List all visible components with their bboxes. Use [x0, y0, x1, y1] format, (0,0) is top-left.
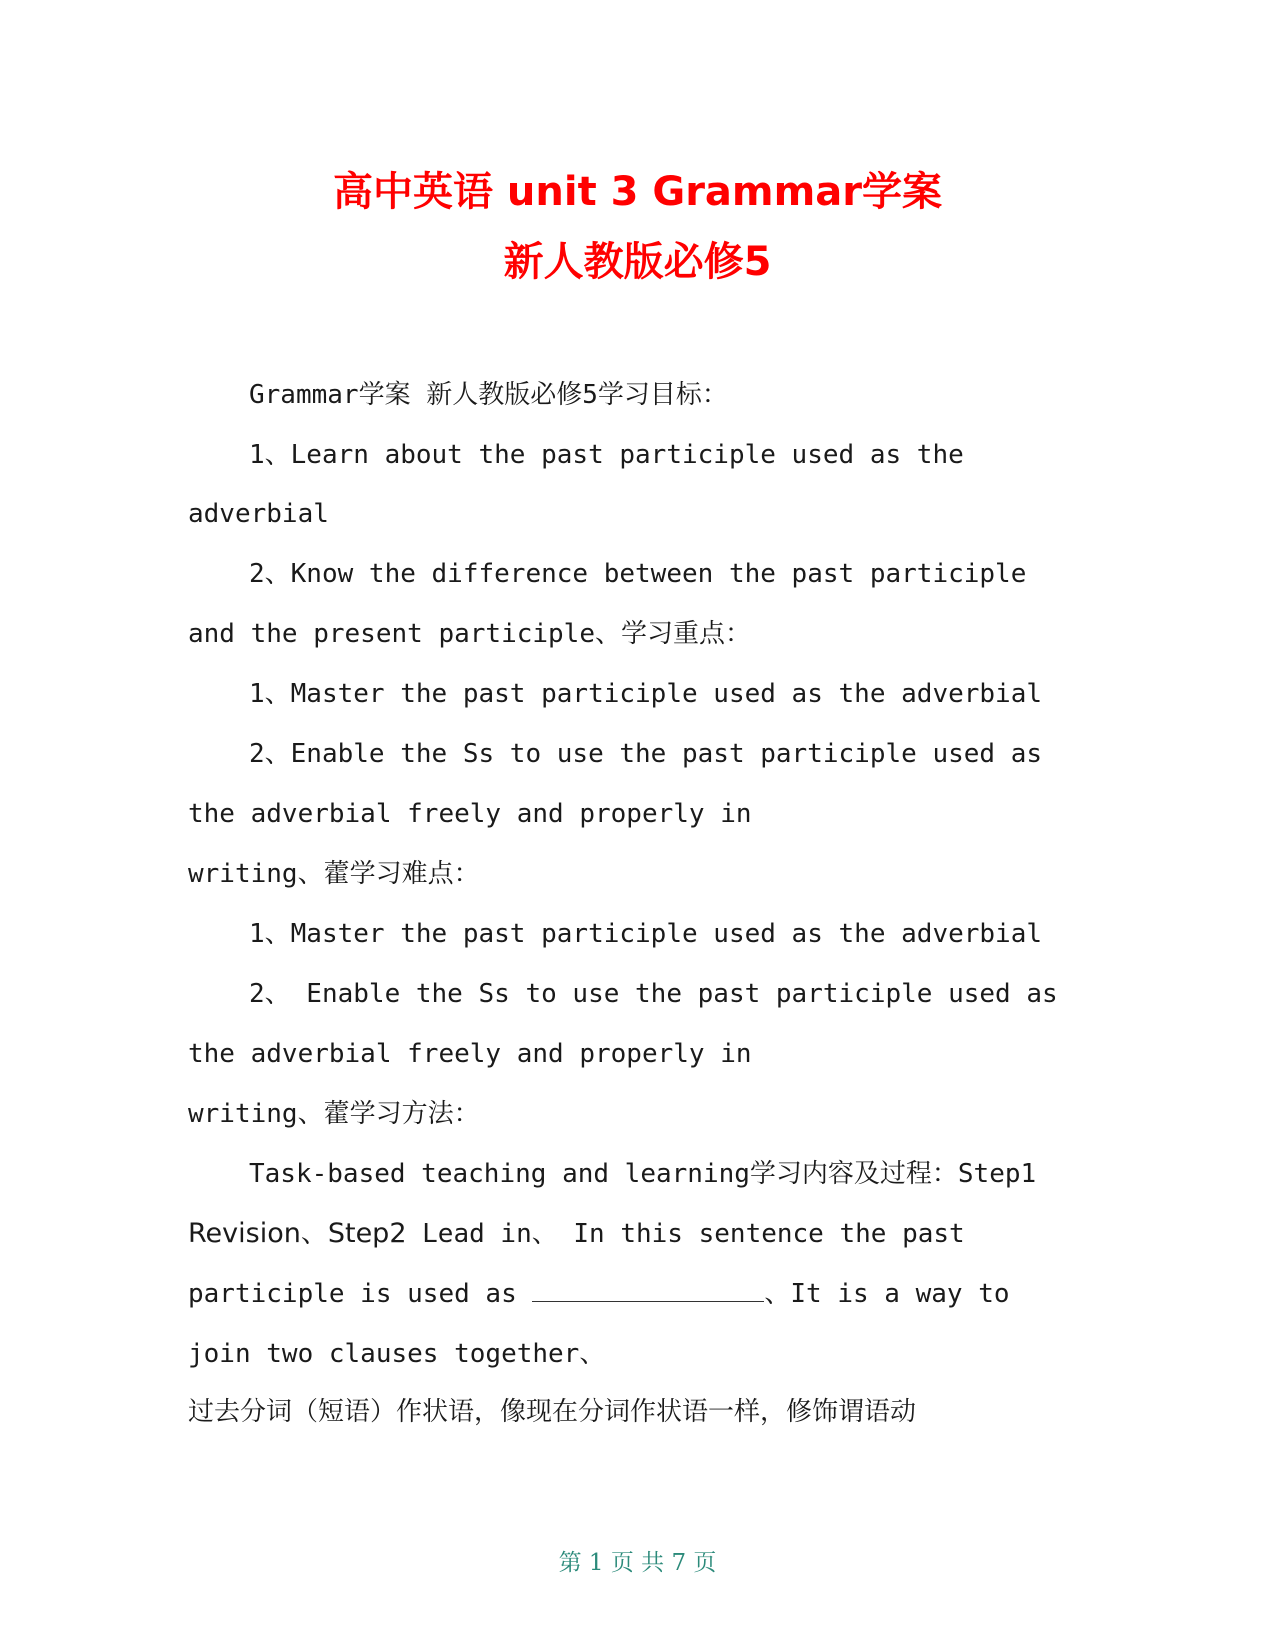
paragraph-line: [188, 1277, 1010, 1311]
paragraph-line: the adverbial freely and properly in: [188, 1039, 752, 1069]
paragraph-line: 1、Learn about the past participle used as the: [249, 440, 964, 470]
paragraph-line: 2、Enable the Ss to use the past participle used as: [249, 739, 1043, 769]
paragraph-line: Grammar学案 新人教版必修5学习目标：: [249, 380, 728, 410]
revision-step-label: Revision、Step2: [188, 1218, 407, 1249]
paragraph-line: and the present participle、学习重点：: [188, 619, 751, 649]
document-title-line-2: 新人教版必修5: [503, 239, 772, 285]
fill-in-blank: [532, 1279, 764, 1302]
paragraph-line: writing、藿学习方法：: [188, 1099, 480, 1129]
page-number-footer: 第 1 页 共 7 页: [558, 1550, 717, 1576]
paragraph-line: Task-based teaching and learning学习内容及过程：Step1: [249, 1159, 1037, 1189]
fill-in-suffix: 、It is a way to: [764, 1279, 1010, 1309]
paragraph-line: 2、Know the difference between the past participle: [249, 559, 1027, 589]
paragraph-line: 过去分词（短语）作状语，像现在分词作状语一样，修饰谓语动: [188, 1397, 917, 1427]
fill-in-prefix: participle is used as: [188, 1279, 533, 1309]
paragraph-line: 1、Master the past participle used as the adverbial: [249, 679, 1043, 709]
paragraph-line: 2、 Enable the Ss to use the past participle used as: [249, 979, 1058, 1009]
paragraph-line: 1、Master the past participle used as the adverbial: [249, 919, 1043, 949]
lead-in-text: Lead in、 In this sentence the past: [406, 1219, 965, 1249]
paragraph-line: the adverbial freely and properly in: [188, 799, 752, 829]
document-title-line-1: 高中英语 unit 3 Grammar学案: [332, 169, 943, 215]
paragraph-line: join two clauses together、: [188, 1339, 606, 1369]
paragraph-line: [188, 1217, 965, 1251]
paragraph-line: writing、藿学习难点：: [188, 859, 480, 889]
paragraph-line: adverbial: [188, 499, 329, 529]
